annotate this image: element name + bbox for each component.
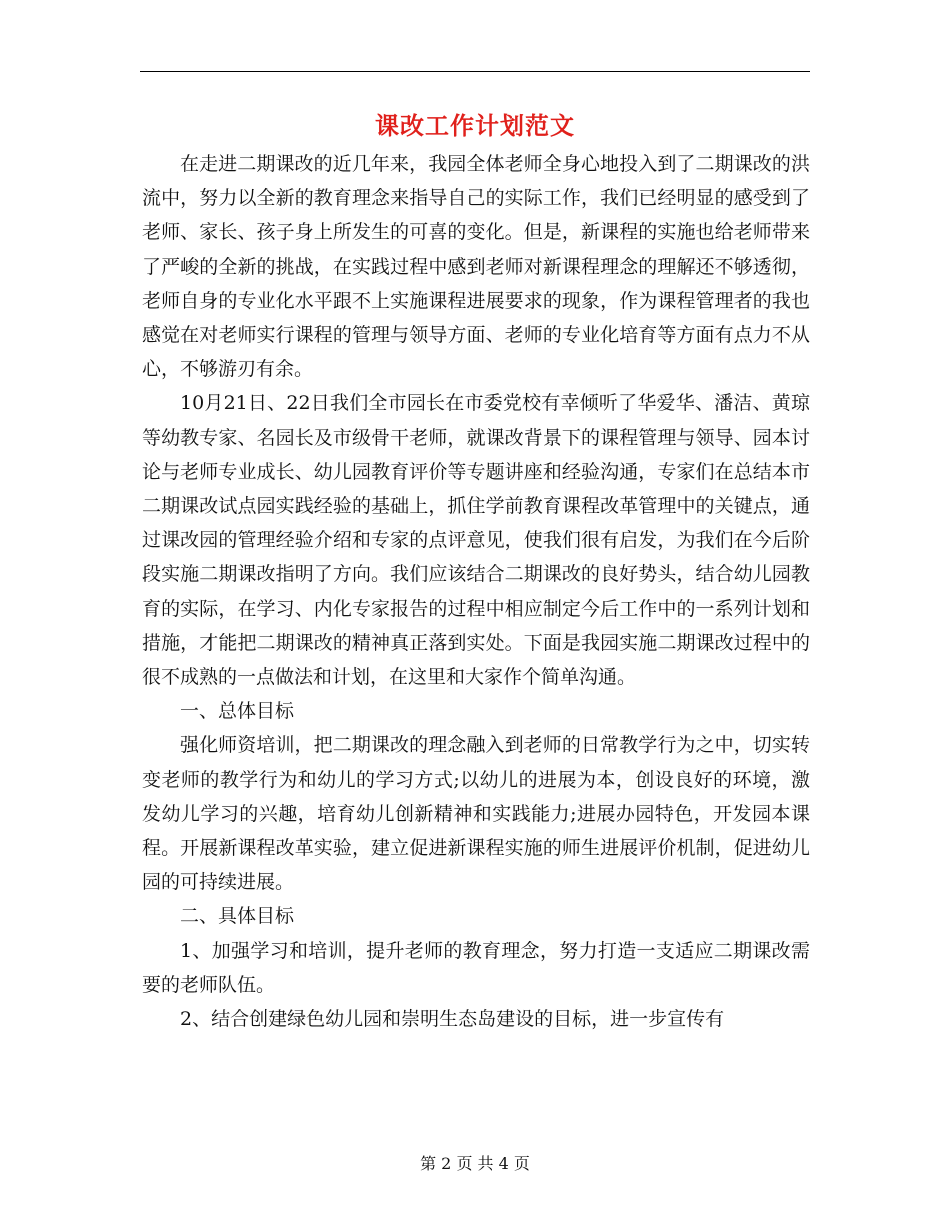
paragraph-intro: 在走进二期课改的近几年来，我园全体老师全身心地投入到了二期课改的洪流中，努力以全新的教育理念来指导自己的实际工作，我们已经明显的感受到了老师、家长、孩子身上所发生的可喜的变化。但是，新课程的实施也给老师带来了严峻的全新的挑战，在实践过程中感到老师对新课程理念的理解还不够透彻，老师自身的专业化水平跟不上实施课程进展要求的现象，作为课程管理者的我也感觉在对老师实行课程的管理与领导方面、老师的专业化培育等方面有点力不从心，不够游刃有余。	[142, 153, 810, 381]
list-item-goal-1: 1、加强学习和培训，提升老师的教育理念，努力打造一支适应二期课改需要的老师队伍。	[142, 939, 810, 996]
header-rule	[140, 71, 810, 72]
paragraph-lecture: 10月21日、22日我们全市园长在市委党校有幸倾听了华爱华、潘洁、黄琼等幼教专家、名园长及市级骨干老师，就课改背景下的课程管理与领导、园本讨论与老师专业成长、幼儿园教育评价等专题讲座和经验沟通，专家们在总结本市二期课改试点园实践经验的基础上，抓住学前教育课程改革管理中的关键点，通过课改园的管理经验介绍和专家的点评意见，使我们很有启发，为我们在今后阶段实施二期课改指明了方向。我们应该结合二期课改的良好势头，结合幼儿园教育的实际，在学习、内化专家报告的过程中相应制定今后工作中的一系列计划和措施，才能把二期课改的精神真正落到实处。下面是我园实施二期课改过程中的很不成熟的一点做法和计划，在这里和大家作个简单沟通。	[142, 392, 810, 689]
document-body	[142, 147, 810, 1036]
section-heading-specific-goals: 二、具体目标	[180, 905, 295, 928]
page-number: 第 2 页 共 4 页	[420, 1154, 530, 1173]
paragraph-overall-goal: 强化师资培训，把二期课改的理念融入到老师的日常教学行为之中，切实转变老师的教学行为和幼儿的学习方式;以幼儿的进展为本，创设良好的环境，激发幼儿学习的兴趣，培育幼儿创新精神和实践能力;进展办园特色，开发园本课程。开展新课程改革实验，建立促进新课程实施的师生进展评价机制，促进幼儿园的可持续进展。	[142, 734, 810, 894]
section-heading-overall-goal: 一、总体目标	[180, 700, 295, 723]
document-title: 课改工作计划范文	[375, 111, 575, 140]
list-item-goal-2: 2、结合创建绿色幼儿园和崇明生态岛建设的目标，进一步宣传有	[180, 1008, 725, 1031]
